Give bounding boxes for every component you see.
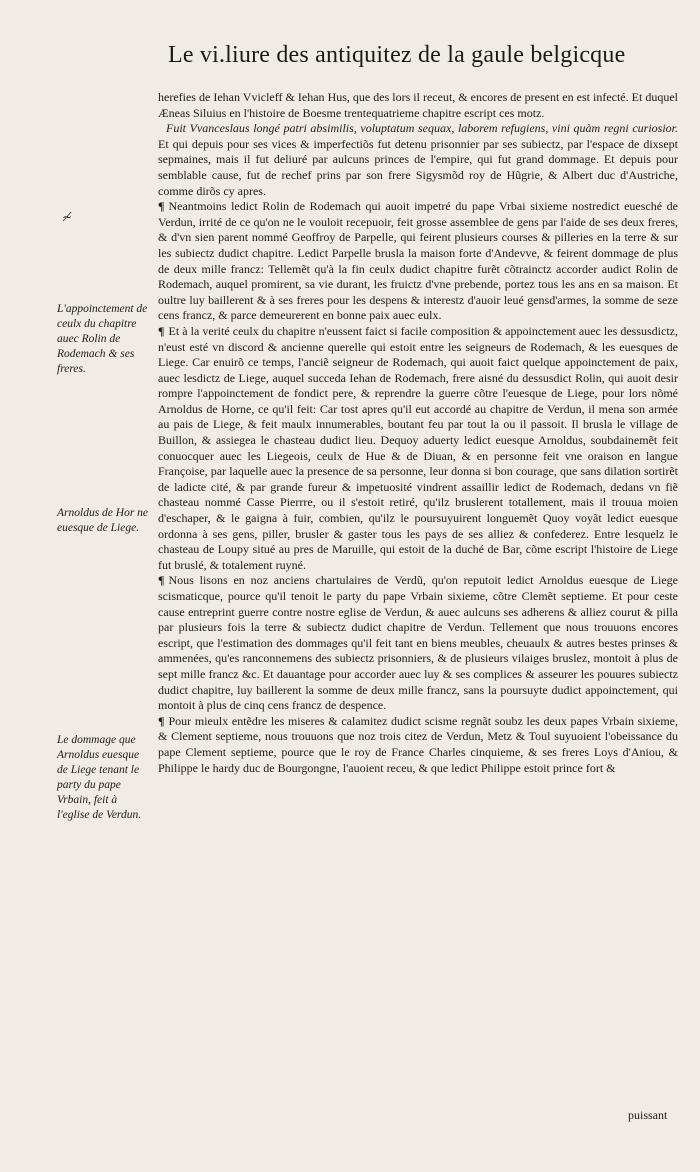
margin-note-appoinctement: L'appoinctement de ceulx du chapitre auec Rolin de Rodemach & ses freres. [57, 303, 148, 375]
pilcrow-mark: ¶ [158, 573, 165, 588]
paragraph-text: herefies de Iehan Vvicleff & Iehan Hus, que des lors il receut, & encores de present en est infecté. Et duquel Æneas Siluius en l'histoire de Boesme trentequatrieme chapitre escript ces motz. [158, 90, 678, 120]
paragraph-text: Nous lisons en noz anciens chartulaires de Verdũ, qu'on reputoit ledict Arnoldus euesque de Liege scismaticque, pource qu'il tenoit le party du pape Vrbain sixieme, cõtre Clemẽt septieme. Et pour ceste cause entreprint guerre contre nostre eglise de Verdun, & auec aulcuns ses adherens & alliez courut & pilla par plusieurs fois la terre & subiectz dudict chapitre de Verdun. Tellement que nous trouuons encores escript, que l'estimation des dommages qu'il feit tant en biens meubles, cheuaulx & autres bestes prinses & ammenées, qu'es ranconnemens des subiectz prisonniers, & de plusieurs vilaiges bruslez, montoit à plus de sept mille francz &c. Et dauantage pour accorder auec luy & ses complices & asseurer les pouures subiectz dudict chapitre, luy baillerent la somme de deux mille francz, sans la poursuyte dudict appoinctement, qui montoit à plus de cinq cens francz de despence. [158, 573, 678, 713]
paragraph [158, 121, 678, 199]
pilcrow-mark: ¶ [158, 713, 165, 728]
paragraph-text: Neantmoins ledict Rolin de Rodemach qui auoit impetré du pape Vrbai sixieme nostredict euesché de Verdun, irrité de ce qu'on ne le vouloit recepuoir, feit grosse assemblee de gens par l'aide de ses deux freres, & d'vn sien parent nommé Geoffroy de Parpelle, qui feirent plusieurs courses & pilleries en la terre & sur les subiectz dudict chapitre. Ledict Parpelle brusla la maison forte d'Andevve, & feirent dommage de plus de deux mille francz: Tellemẽt qu'à la fin ceulx dudict chapitre furẽt cõtrainctz accorder audict Rolin de Rodemach, auquel promirent, sa vie durant, les fruictz d'vne prebende, portez tous les ans en sa maison. Et oultre luy baillerent & à ses freres pour les despens & interestz d'auoir leué gensd'armes, la somme de seze cens francz, & parce demeurerent en bonne paix auec eulx. [158, 199, 678, 323]
paragraph [158, 714, 678, 776]
margin-ornament: ≁ [62, 210, 73, 224]
running-header: Le vi.liure des antiquitez de la gaule belgicque [168, 42, 626, 68]
main-text [158, 90, 678, 776]
latin-quote: Fuit Vvanceslaus longé patri absimilis, voluptatum sequax, laborem refugiens, vini quàm regni curiosior. [166, 121, 678, 136]
catchword: puissant [628, 1108, 668, 1122]
paragraph-text: Pour mieulx entẽdre les miseres & calamitez dudict scisme regnãt soubz les deux papes Vrbain sixieme, & Clement septieme, nous trouuons que noz trois citez de Verdun, Metz & Toul suyuoient l'obeissance du pape Clement septieme, pource que le roy de France Charles cinquieme, & ses freres Loys d'Aniou, & Philippe le hardy duc de Bourgongne, l'auoient receu, & que ledict Philippe estoit prince fort & [158, 713, 678, 775]
paragraph [158, 324, 678, 574]
paragraph-text: Et qui depuis pour ses vices & imperfectiõs fut detenu prisonnier par ses subiectz, par l'espace de dixsept sepmaines, mais il fut deliuré par aulcuns princes de l'empire, qui fut grand dommage. Et depuis pour semblable cause, fut de rechef prins par son frere Sigysmõd roy de Hũgrie, & Albert duc d'Austriche, comme dirõs cy apres. [158, 136, 678, 198]
paragraph [158, 573, 678, 713]
paragraph [158, 199, 678, 324]
pilcrow-mark: ¶ [158, 323, 165, 338]
margin-note-arnoldus: Arnoldus de Hor ne euesque de Liege. [57, 507, 149, 534]
margin-note-dommage: Le dommage que Arnoldus euesque de Liege tenant le party du pape Vrbain, feit à l'eglise de Verdun. [57, 734, 142, 821]
paragraph [158, 90, 678, 121]
pilcrow-mark: ¶ [158, 199, 165, 214]
paragraph-text: Et à la verité ceulx du chapitre n'eussent faict si facile composition & appoinctement auec les dessusdictz, n'eust esté vn discord & ancienne querelle qui estoit entre les seigneurs de Rodemach, & les euesques de Liege. Car enuirõ ce temps, l'anciẽ seigneur de Rodemach, qui auoit faict quelque appoinctement de paix, auec lesdictz de Liege, auquel succeda Iehan de Rodemach, frere aisné du dessusdict Rolin, qui auoit desir rompre l'appoinctement de fondict pere, & reprendre la guerre cõtre l'euesque de Liege, pour lors nõmé Arnoldus de Horne, ce qu'il feit: Car tost apres qu'il eut accordé au chapitre de Verdun, il mena son armée au pais de Liege, & feit maulx innumerables, boutant feu par tout la ou il passoit. Il brusla le village de Buillon, & assiegea le chasteau dudict lieu. Dequoy aduerty ledict euesque Arnoldus, soubdainemẽt feit conuocquer auec les Liegeois, ceulx de Hue & de Diuan, & en personne feit vne oraison en langue Françoise, par laquelle auec la presence de sa personne, leur donna si bon courage, que sans dilation sortirẽt de ladicte cité, & par grande fureur & impetuosité vindrent assaillir ledict de Rodemach, dedans vn fiẽ chasteau nommé Casse Pierrre, ou il s'estoit retiré, qu'ilz bruslerent totallement, mais il trouua moien d'eschaper, & le gaigna à fuir, combien, qu'ilz le poursuyuirent longuemẽt Quoy voyãt ledict euesque ordonna à ses gens, piller, brusler & gaster tous les pays de ses alliez & confederez. Entre lesquelz le chasteau de Loupy situé au pres de Maruille, qui estoit de la duché de Bar, cõme escript l'histoire de Liege fut bruslé, & totalement ruyné. [158, 323, 678, 572]
